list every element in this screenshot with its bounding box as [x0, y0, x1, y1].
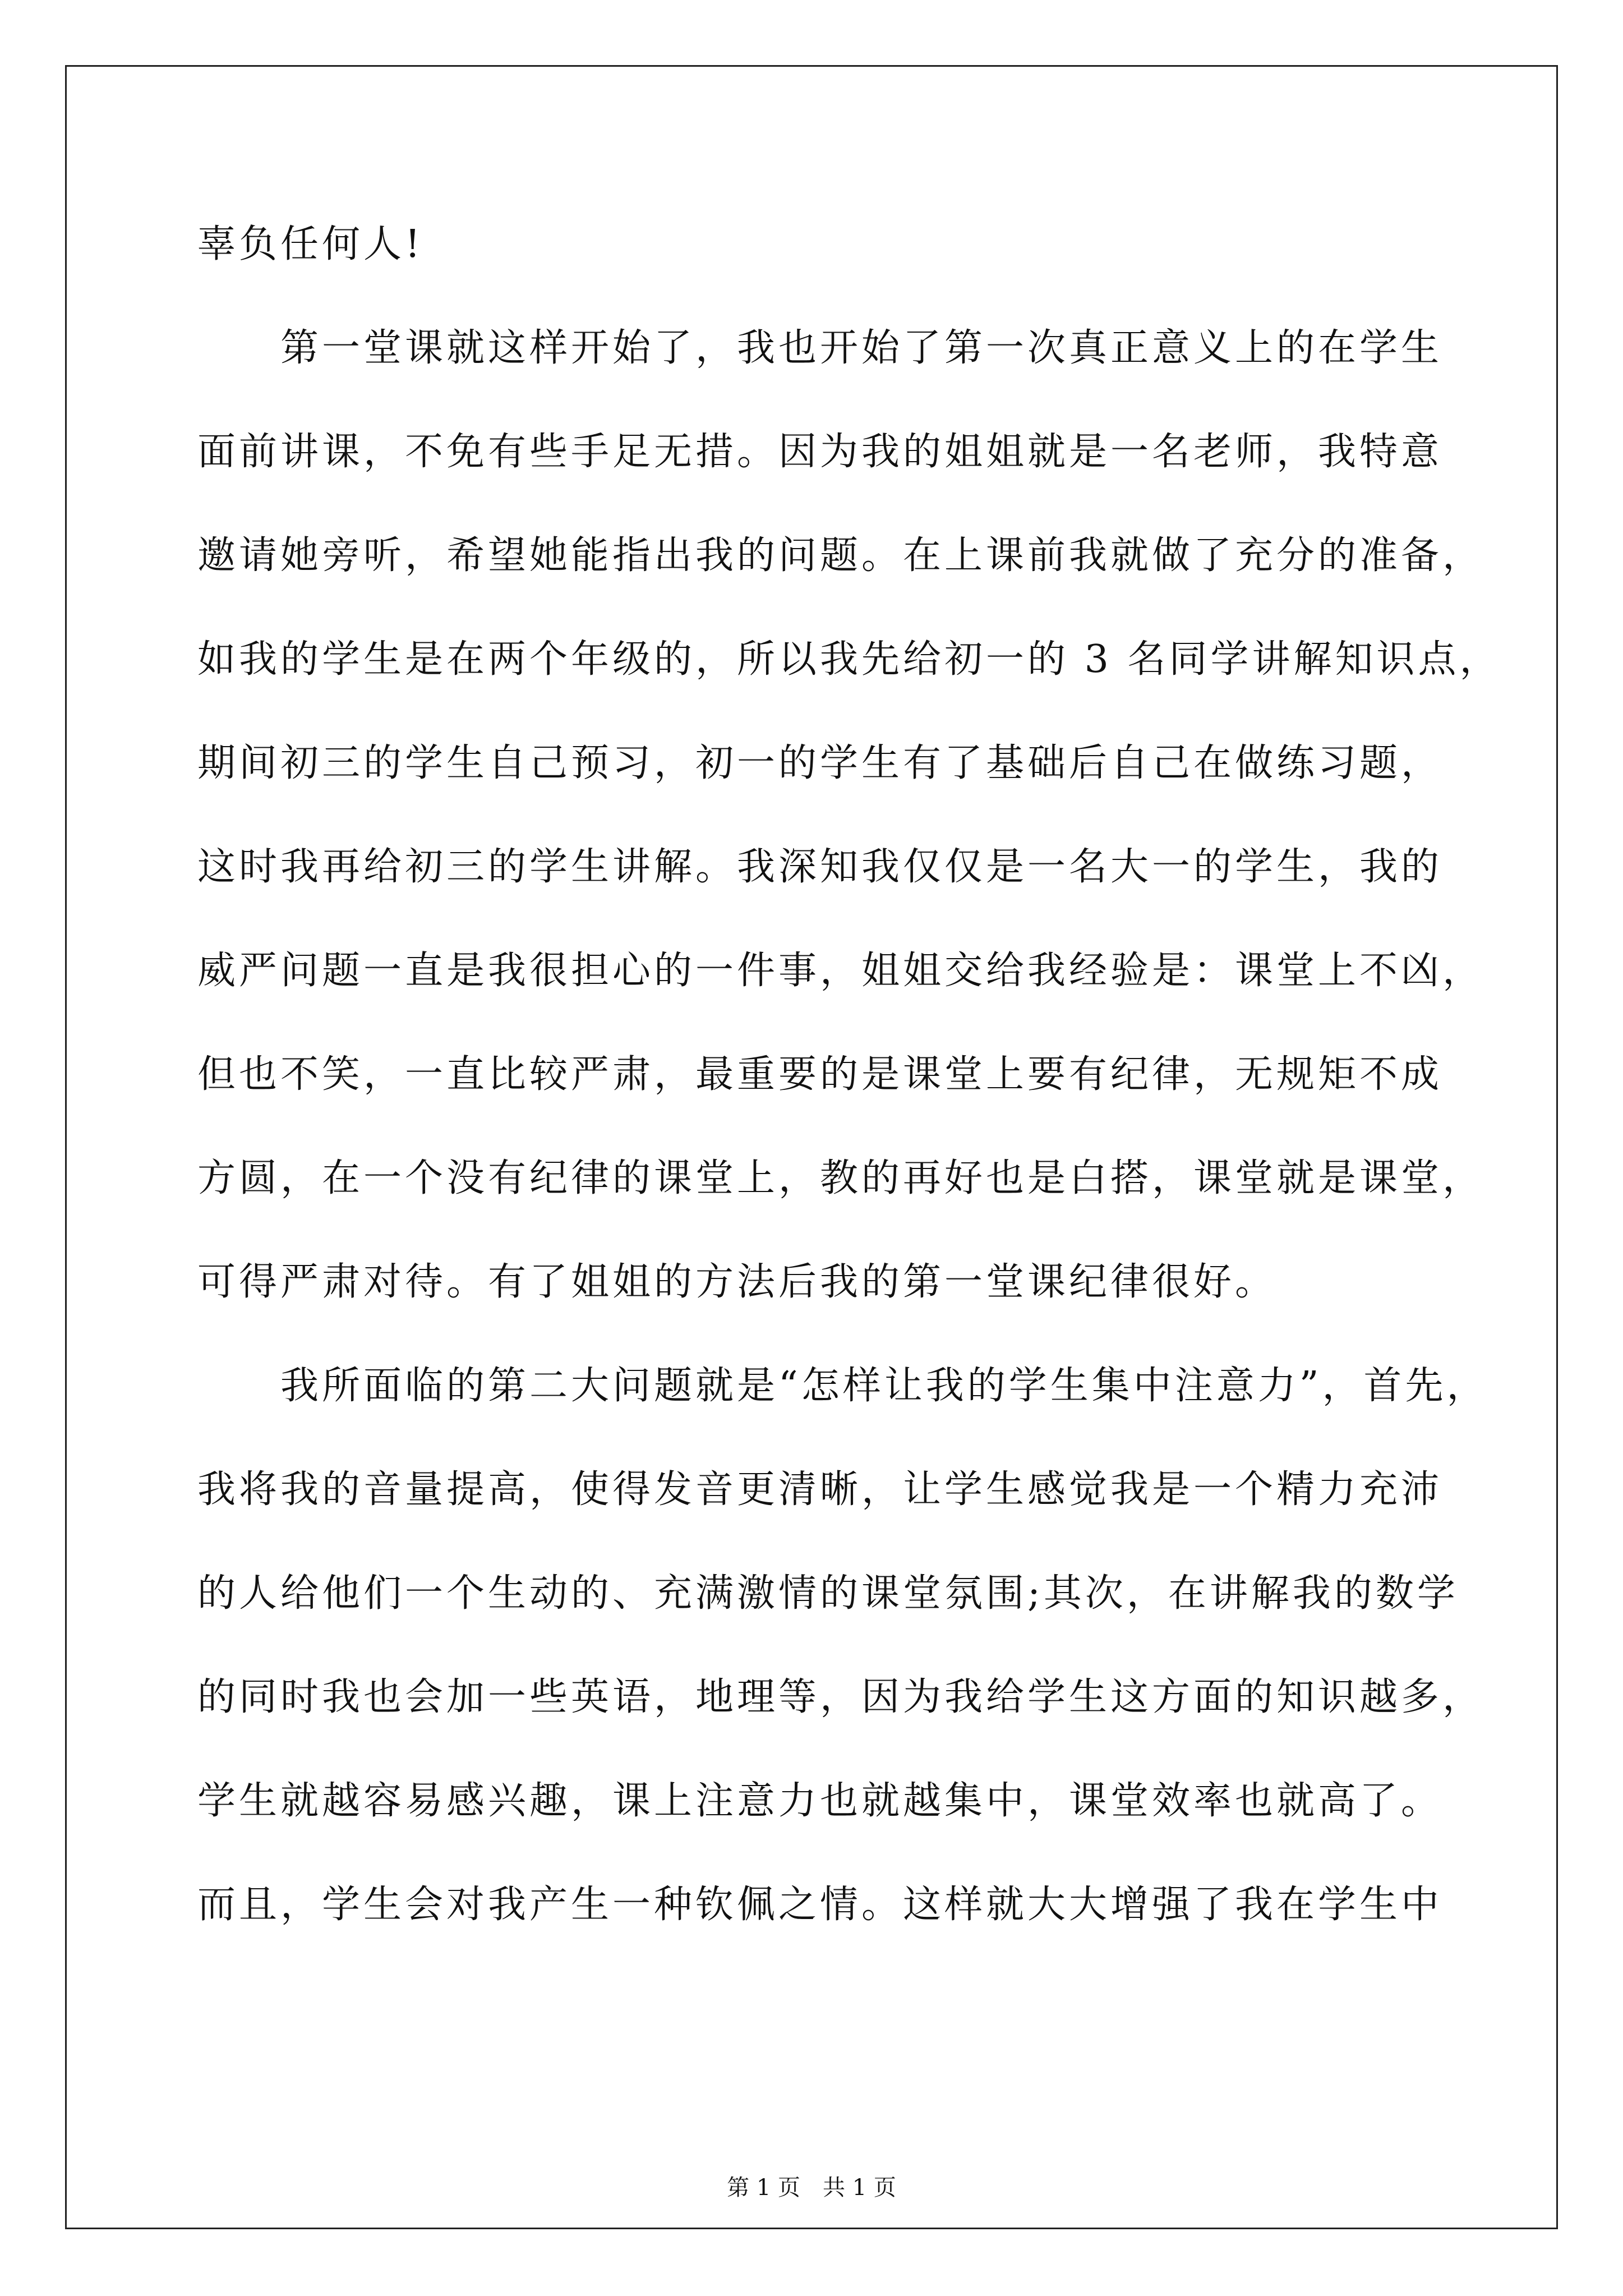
text-line: 的同时我也会加一些英语，地理等，因为我给学生这方面的知识越多，: [197, 1675, 1484, 1719]
text-line: 邀请她旁听，希望她能指出我的问题。在上课前我就做了充分的准备，: [197, 533, 1484, 578]
text-line: 如我的学生是在两个年级的，所以我先给初一的 3 名同学讲解知识点，: [197, 637, 1501, 682]
text-line: 第一堂课就这样开始了，我也开始了第一次真正意义上的在学生: [197, 326, 1443, 370]
text-line: 我所面临的第二大问题就是“怎样让我的学生集中注意力”，首先，: [197, 1364, 1488, 1408]
page-number-footer: 第 1 页 共 1 页: [727, 2175, 896, 2201]
text-line: 威严问题一直是我很担心的一件事，姐姐交给我经验是：课堂上不凶，: [197, 949, 1484, 993]
text-line: 辜负任何人!: [197, 222, 424, 266]
text-line: 学生就越容易感兴趣，课上注意力也就越集中，课堂效率也就高了。: [197, 1779, 1443, 1823]
text-line: 可得严肃对待。有了姐姐的方法后我的第一堂课纪律很好。: [197, 1260, 1277, 1304]
text-line: 方圆，在一个没有纪律的课堂上，教的再好也是白搭，课堂就是课堂，: [197, 1156, 1484, 1200]
text-line: 但也不笑，一直比较严肃，最重要的是课堂上要有纪律，无规矩不成: [197, 1052, 1443, 1097]
text-line: 我将我的音量提高，使得发音更清晰，让学生感觉我是一个精力充沛: [197, 1467, 1443, 1512]
text-line: 而且，学生会对我产生一种钦佩之情。这样就大大增强了我在学生中: [197, 1883, 1443, 1927]
text-line: 期间初三的学生自己预习，初一的学生有了基础后自己在做练习题，: [197, 741, 1443, 785]
text-line: 面前讲课，不免有些手足无措。因为我的姐姐就是一名老师，我特意: [197, 430, 1443, 474]
text-line: 的人给他们一个生动的、充满激情的课堂氛围;其次，在讲解我的数学: [197, 1571, 1459, 1616]
text-line: 这时我再给初三的学生讲解。我深知我仅仅是一名大一的学生，我的: [197, 845, 1443, 889]
